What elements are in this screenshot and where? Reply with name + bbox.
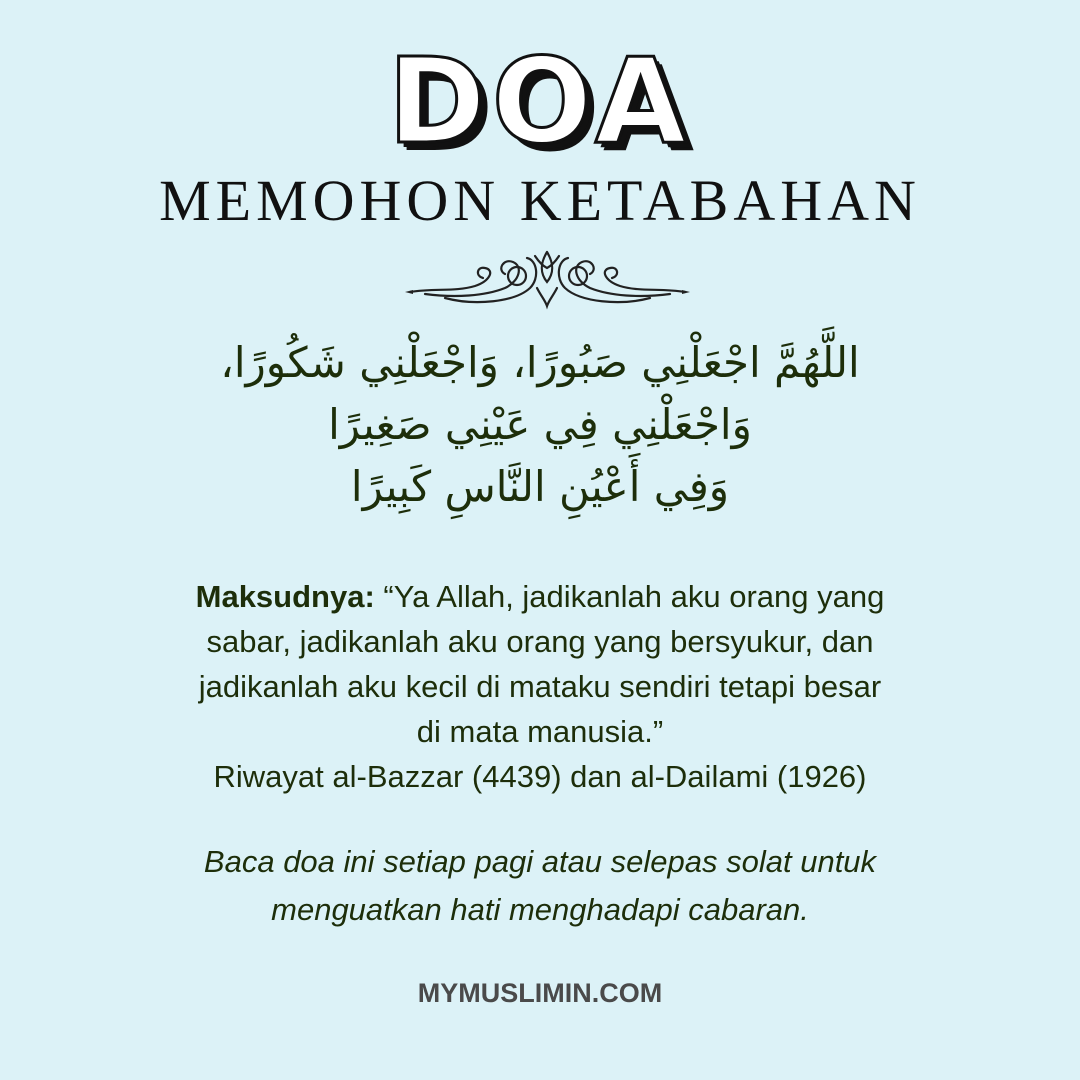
translation-line-4: di mata manusia.” (416, 714, 664, 749)
translation-block (100, 574, 980, 799)
advice-line-1: Baca doa ini setiap pagi atau selepas solat untuk (203, 844, 877, 879)
page-title: DOA (387, 32, 693, 170)
translation-text-1: “Ya Allah, jadikanlah aku orang yang (383, 579, 885, 614)
translation-label: Maksudnya: (195, 579, 375, 614)
flourish-divider-icon (405, 248, 690, 312)
advice-text (100, 838, 980, 934)
hadith-source: Riwayat al-Bazzar (4439) dan al-Dailami (1926) (213, 759, 867, 794)
website-footer: MYMUSLIMIN.COM (417, 978, 663, 1008)
arabic-line-2: وَاجْعَلْنِي فِي عَيْنِي صَغِيرًا (328, 400, 752, 449)
page-subtitle: MEMOHON KETABAHAN (159, 168, 921, 233)
advice-line-2: menguatkan hati menghadapi cabaran. (271, 892, 809, 927)
arabic-doa-text (60, 332, 1020, 518)
translation-line-2: sabar, jadikanlah aku orang yang bersyukur, dan (206, 624, 874, 659)
translation-line-1 (100, 574, 980, 619)
translation-line-3: jadikanlah aku kecil di mataku sendiri tetapi besar (198, 669, 882, 704)
arabic-line-3: وَفِي أَعْيُنِ النَّاسِ كَبِيرًا (350, 462, 730, 511)
arabic-line-1: اللَّهُمَّ اجْعَلْنِي صَبُورًا، وَاجْعَلْنِي شَكُورًا، (220, 338, 860, 387)
